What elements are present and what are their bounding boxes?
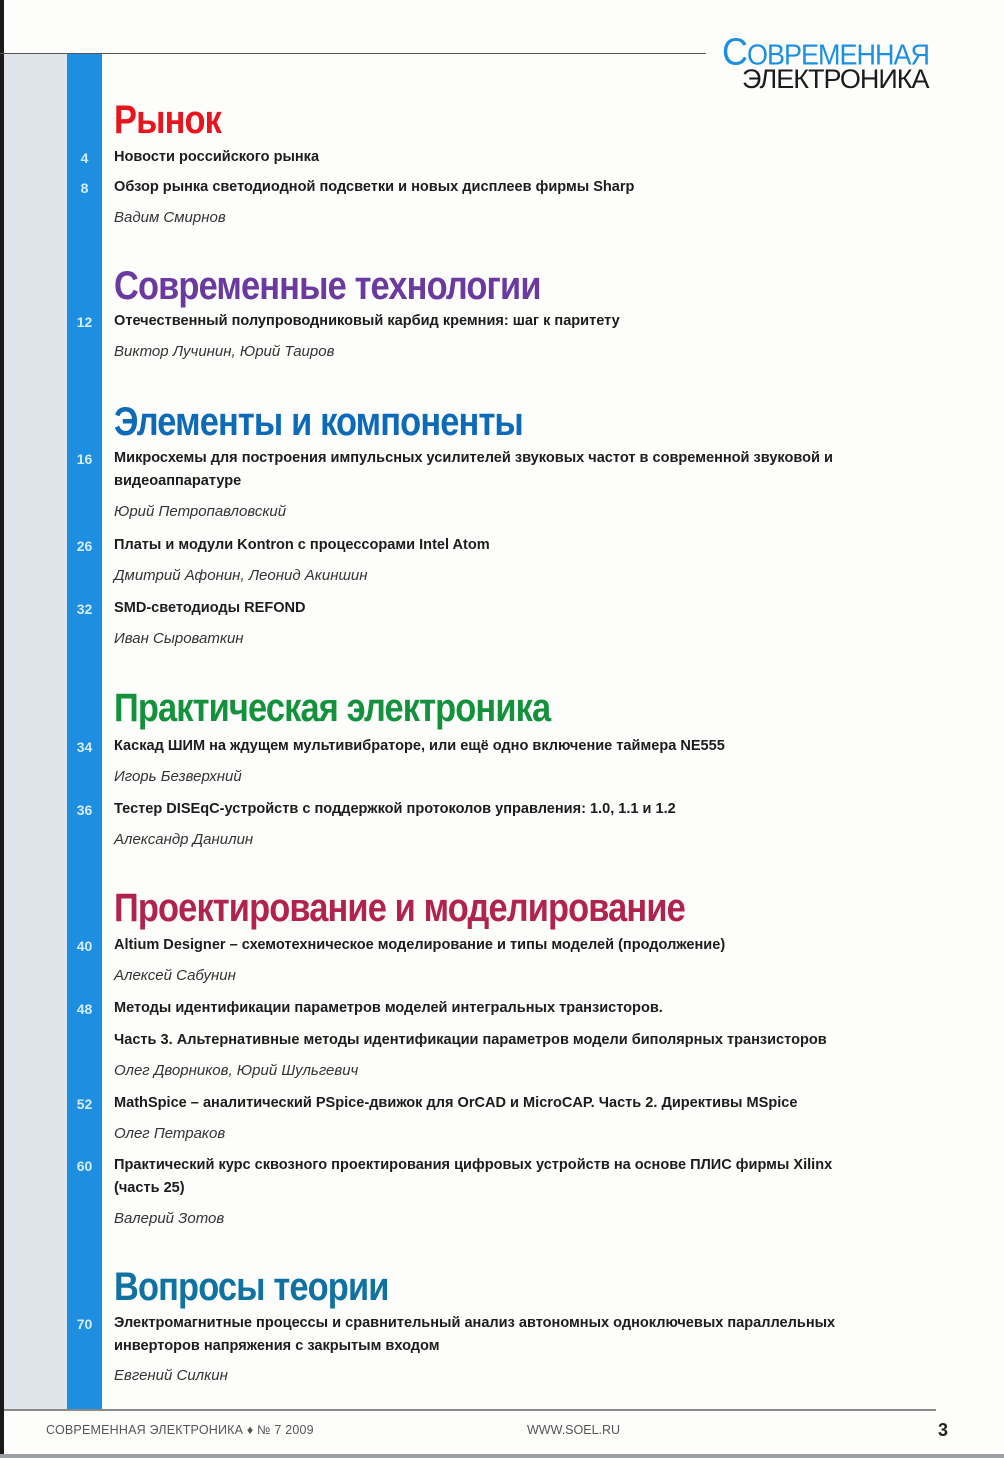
article-title: Методы идентификации параметров моделей интегральных транзисторов.: [114, 999, 663, 1016]
page-number: 16: [76, 451, 93, 467]
logo-line-2: ЭЛЕКТРОНИКА: [742, 64, 929, 94]
article-title-continued: инверторов напряжения с закрытым входом: [114, 1337, 440, 1354]
page-number: 34: [76, 739, 93, 755]
article-title: Новости российского рынка: [114, 148, 320, 165]
article-subtitle: Часть 3. Альтернативные методы идентификации параметров модели биполярных транзисторов: [114, 1031, 827, 1048]
page-number: 70: [76, 1316, 93, 1332]
page-number-bar: [67, 54, 102, 1410]
logo-line-1: СОВРЕМЕННАЯ: [722, 29, 930, 73]
top-rule: [0, 53, 706, 54]
section-title-elements-components: Элементы и компоненты: [114, 400, 523, 444]
article-author: Олег Дворников, Юрий Шульгевич: [114, 1062, 359, 1079]
article-author: Валерий Зотов: [114, 1210, 225, 1227]
article-author: Иван Сыроваткин: [114, 630, 244, 647]
section-title-modern-technologies: Современные технологии: [114, 264, 541, 308]
article-author: Игорь Безверхний: [114, 768, 242, 785]
margin-grey-strip: [4, 54, 67, 1410]
page-number: 52: [76, 1096, 93, 1112]
section-title-theory-questions: Вопросы теории: [114, 1265, 389, 1309]
page-number: 8: [80, 180, 89, 196]
page-number: 40: [76, 938, 93, 954]
article-author: Александр Данилин: [114, 831, 254, 848]
article-title: Платы и модули Kontron с процессорами Intel Atom: [114, 536, 490, 553]
article-author: Дмитрий Афонин, Леонид Акиншин: [114, 567, 368, 584]
footer-website: WWW.SOEL.RU: [527, 1423, 621, 1437]
article-title: Тестер DISEqC-устройств с поддержкой протоколов управления: 1.0, 1.1 и 1.2: [114, 800, 676, 817]
article-title: Практический курс сквозного проектирования цифровых устройств на основе ПЛИС фирмы Xilinx: [114, 1156, 833, 1173]
article-title: Электромагнитные процессы и сравнительный анализ автономных одноключевых параллельных: [114, 1314, 836, 1331]
article-title: Отечественный полупроводниковый карбид кремния: шаг к паритету: [114, 312, 620, 329]
article-author: Олег Петраков: [114, 1125, 226, 1142]
article-title: MathSpice – аналитический PSpice-движок для OrCAD и MicroCAP. Часть 2. Директивы MSpice: [114, 1094, 798, 1111]
article-author: Вадим Смирнов: [114, 209, 226, 226]
page-number: 26: [76, 538, 93, 554]
article-author: Виктор Лучинин, Юрий Таиров: [114, 343, 335, 360]
article-title: Обзор рынка светодиодной подсветки и новых дисплеев фирмы Sharp: [114, 178, 635, 195]
article-title-continued: (часть 25): [114, 1179, 185, 1196]
article-author: Алексей Сабунин: [114, 967, 236, 984]
article-title: Микросхемы для построения импульсных усилителей звуковых частот в современной звуковой и: [114, 449, 833, 466]
page-number: 32: [76, 601, 93, 617]
page-number: 4: [80, 150, 89, 166]
article-title: SMD-светодиоды REFOND: [114, 599, 306, 616]
article-author: Юрий Петропавловский: [114, 503, 287, 520]
section-title-practical-electronics: Практическая электроника: [114, 686, 551, 730]
section-title-market: Рынок: [114, 98, 222, 142]
section-title-design-modeling: Проектирование и моделирование: [114, 886, 685, 930]
bottom-rule: [4, 1409, 936, 1411]
footer-page-number: 3: [938, 1420, 949, 1440]
page-number: 48: [76, 1001, 93, 1017]
magazine-logo: [722, 29, 942, 94]
article-title: Каскад ШИМ на ждущем мультивибраторе, или ещё одно включение таймера NE555: [114, 737, 725, 754]
article-title: Altium Designer – схемотехническое моделирование и типы моделей (продолжение): [114, 936, 726, 953]
page-number: 60: [76, 1158, 93, 1174]
page-bottom-edge: [0, 1454, 1004, 1458]
article-title-continued: видеоаппаратуре: [114, 472, 242, 489]
article-author: Евгений Силкин: [114, 1367, 228, 1384]
footer-magazine-issue: СОВРЕМЕННАЯ ЭЛЕКТРОНИКА ♦ № 7 2009: [46, 1423, 314, 1437]
page-number: 12: [76, 314, 93, 330]
page-number: 36: [76, 802, 93, 818]
